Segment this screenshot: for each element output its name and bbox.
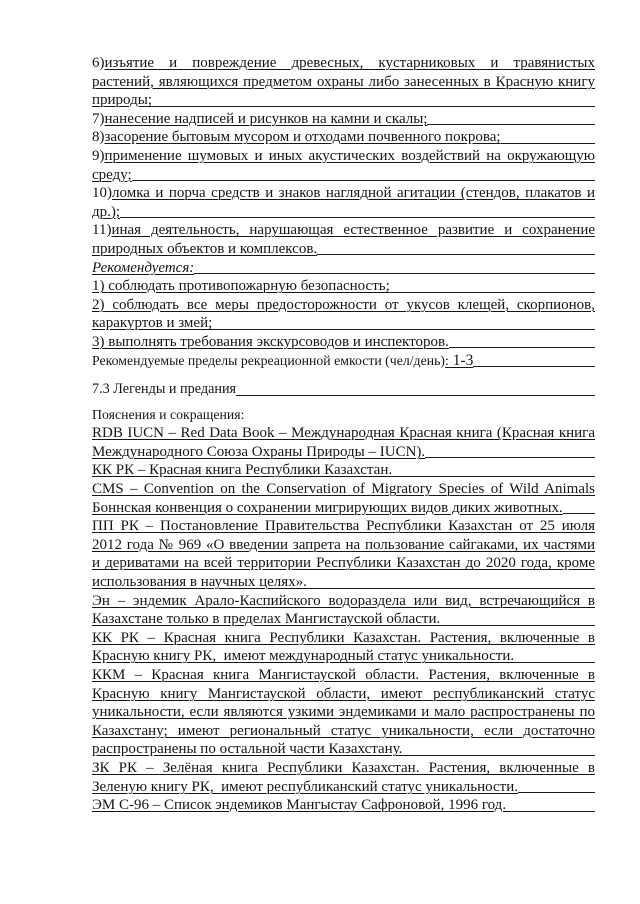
recommendation-line — [92, 333, 595, 352]
blank-underline-fill — [501, 143, 595, 144]
prohibition-line — [92, 240, 595, 259]
recommendations-list — [92, 259, 595, 352]
prohibition-line — [92, 184, 595, 203]
blank-underline-fill — [307, 588, 595, 589]
blank-underline-fill — [473, 366, 595, 367]
underlined-text: ККМ – Красная книга Мангистауской области. Растения, включенные в — [92, 667, 595, 683]
blank-underline-fill — [440, 625, 595, 626]
prohibition-line — [92, 54, 595, 73]
underlined-text: 2012 года № 969 «О введении запрета на пользование сайгаками, их частями — [92, 536, 595, 553]
abbreviation-line — [92, 629, 595, 648]
underlined-text: RDB IUCN – Red Data Book – Международная Красная книга (Красная книга — [92, 425, 595, 442]
underlined-text: Боннская конвенция о сохранении мигрирующих видов диких животных. — [92, 499, 563, 516]
underlined-text: среду; — [92, 166, 132, 183]
abbreviation-line — [92, 796, 595, 815]
spacer — [92, 399, 595, 406]
abbreviations-heading-line — [92, 406, 595, 425]
abbreviation-line — [92, 517, 595, 536]
abbreviation-line — [92, 573, 595, 592]
underlined-text: 3) выполнять требования экскурсоводов и инспекторов. — [92, 333, 449, 350]
prohibition-line — [92, 221, 595, 240]
abbreviation-line — [92, 592, 595, 611]
underlined-text: ЗК РК – Зелёная книга Республики Казахстан. Растения, включенные в — [92, 759, 595, 776]
underlined-text: Красную книгу РК, имеют международный статус уникальности. — [92, 648, 515, 665]
abbreviations-list — [92, 424, 595, 814]
abbreviations-heading: Пояснения и сокращения: — [92, 406, 245, 422]
underlined-text: Зеленую книгу РК, имеют республиканский статус уникальности. — [92, 778, 518, 795]
blank-underline-fill — [212, 329, 595, 330]
underlined-text: природных объектов и комплексов. — [92, 240, 318, 257]
abbreviation-line — [92, 424, 595, 443]
blank-underline-fill — [194, 273, 595, 274]
capacity-colon: : — [444, 352, 449, 368]
blank-underline-fill — [427, 124, 595, 125]
blank-underline-fill — [449, 347, 595, 348]
abbreviation-line — [92, 610, 595, 629]
prohibition-line — [92, 203, 595, 222]
line-number-prefix: 10) — [92, 185, 112, 202]
blank-underline-fill — [514, 662, 595, 663]
blank-underline-fill — [132, 180, 595, 181]
blank-underline-fill — [120, 217, 595, 218]
line-number-prefix: 11) — [92, 222, 112, 239]
section-7-3-line — [92, 380, 595, 399]
underlined-text: растений, являющихся предметом охраны либо занесенных в Красную книгу — [92, 73, 595, 90]
abbreviation-line — [92, 685, 595, 704]
spacer — [92, 370, 595, 380]
abbreviation-line — [92, 703, 595, 722]
abbreviation-line — [92, 480, 595, 499]
abbreviation-line — [92, 499, 595, 518]
blank-underline-fill — [152, 106, 595, 107]
abbreviation-line — [92, 722, 595, 741]
underlined-text: КК РК – Красная книга Республики Казахстан. Растения, включенные в — [92, 629, 595, 646]
underlined-text: и дериватами на всей территории Республики Казахстан до 2020 года, кроме — [92, 555, 595, 572]
underlined-text: каракуртов и змей; — [92, 315, 213, 332]
prohibition-line — [92, 128, 595, 147]
abbreviation-line — [92, 647, 595, 666]
blank-underline-fill — [563, 513, 595, 514]
underlined-text: распространены по остальной части Казахстану. — [92, 741, 403, 758]
blank-underline-fill — [392, 476, 595, 477]
prohibition-line — [92, 147, 595, 166]
underlined-text: использования в научных целях». — [92, 574, 307, 591]
underlined-text: CMS – Convention on the Conservation of Migratory Species of Wild Animals — [92, 481, 595, 498]
underlined-text: Казахстане только в пределах Мангистауской области. — [92, 611, 441, 628]
underlined-text: природы; — [92, 92, 152, 109]
underlined-text: 2) соблюдать все меры предосторожности от укусов клещей, скорпионов, — [92, 296, 595, 313]
line-number-prefix: 8) — [92, 129, 105, 146]
underlined-text: иная деятельность, нарушающая естественное развитие и сохранение — [111, 222, 595, 239]
capacity-line — [92, 352, 595, 371]
underlined-text: засорение бытовым мусором и отходами почвенного покрова; — [104, 129, 501, 146]
underlined-text: применение шумовых и иных акустических воздействий на окружающую — [104, 147, 595, 164]
underlined-text: 1) соблюдать противопожарную безопасность; — [92, 278, 390, 295]
underlined-text: др.); — [92, 203, 121, 220]
underlined-text: ПП РК – Постановление Правительства Республики Казахстан от 25 июля — [92, 518, 595, 535]
recommendation-line — [92, 314, 595, 333]
underlined-text: Международного Союза Охраны Природы – IUCN). — [92, 443, 426, 460]
blank-underline-fill — [425, 457, 595, 458]
prohibition-line — [92, 91, 595, 110]
abbreviation-line — [92, 554, 595, 573]
underlined-text: ломка и порча средств и знаков наглядной агитации (стендов, плакатов и — [112, 185, 595, 202]
recommendation-line — [92, 277, 595, 296]
underlined-text: уникальности, если являются узкими эндемиками и мало распространены по — [92, 704, 595, 721]
blank-underline-fill — [506, 811, 595, 812]
abbreviation-line — [92, 461, 595, 480]
line-number-prefix: 9) — [92, 147, 105, 164]
blank-underline-fill — [236, 395, 595, 396]
blank-underline-fill — [317, 254, 595, 255]
recommendation-line — [92, 259, 595, 278]
abbreviation-line — [92, 778, 595, 797]
prohibition-line — [92, 166, 595, 185]
abbreviation-line — [92, 740, 595, 759]
abbreviation-line — [92, 759, 595, 778]
abbreviation-line — [92, 666, 595, 685]
underlined-text: ЭМ С-96 – Список эндемиков Мангыстау Сафроновой, 1996 год. — [92, 797, 507, 814]
line-number-prefix: 7) — [92, 110, 105, 127]
underlined-text: Красную книгу Мангистауской области, имеют республиканский статус — [92, 685, 595, 702]
underlined-text: Казахстану; имеют региональный статус уникальности, если достаточно — [92, 722, 595, 739]
abbreviation-line — [92, 536, 595, 555]
blank-underline-fill — [402, 755, 595, 756]
prohibition-line — [92, 110, 595, 129]
recommendation-line — [92, 296, 595, 315]
capacity-value: 1-3 — [448, 351, 474, 369]
prohibitions-list — [92, 54, 595, 259]
underlined-text: изъятие и повреждение древесных, кустарниковых и травянистых — [104, 55, 595, 71]
underlined-text: нанесение надписей и рисунков на камни и скалы; — [104, 110, 428, 127]
underlined-text: КК РК – Красная книга Республики Казахстан. — [92, 462, 393, 479]
underlined-text: Эн – эндемик Арало-Каспийского водораздела или вид, встречающийся в — [92, 592, 595, 609]
underlined-text: Рекомендуется: — [92, 259, 195, 276]
abbreviation-line — [92, 443, 595, 462]
section-7-3-title: 7.3 Легенды и предания — [92, 381, 237, 398]
capacity-label: Рекомендуемые пределы рекреационной емкости (чел/день) — [92, 352, 445, 368]
prohibition-line — [92, 73, 595, 92]
blank-underline-fill — [518, 792, 595, 793]
blank-underline-fill — [390, 292, 595, 293]
line-number-prefix: 6) — [92, 55, 105, 71]
